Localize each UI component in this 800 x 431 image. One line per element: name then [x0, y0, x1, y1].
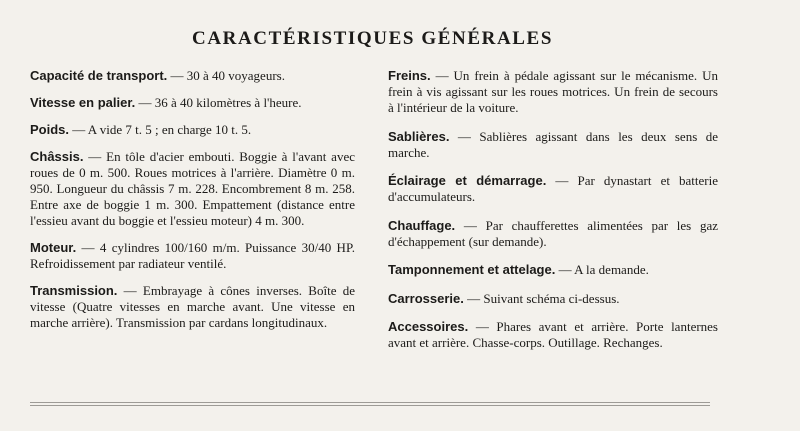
spec-text: — Suivant schéma ci-dessus. — [463, 290, 620, 306]
spec-chassis — [30, 149, 355, 229]
spec-transmission — [30, 283, 355, 331]
page-title: CARACTÉRISTIQUES GÉNÉRALES — [192, 28, 553, 49]
divider-rule — [30, 405, 710, 406]
spec-speed — [30, 95, 355, 111]
spec-heading: Capacité de transport. — [30, 68, 168, 83]
spec-text: — 4 cylindres 100/160 m/m. Puissance 30/40 HP. Refroidissement par radiateur ventilé. — [30, 240, 355, 271]
spec-heading: Éclairage et démarrage. — [388, 173, 547, 188]
spec-heading: Tamponnement et attelage. — [388, 262, 556, 277]
spec-lighting — [388, 173, 718, 205]
spec-heading: Sablières. — [388, 128, 450, 144]
spec-text: — Par dynastart et batterie d'accumulateurs. — [388, 173, 718, 204]
spec-text: — 36 à 40 kilomètres à l'heure. — [135, 95, 302, 110]
spec-text: — 30 à 40 voyageurs. — [167, 68, 285, 83]
divider-rule — [30, 402, 710, 403]
spec-brakes — [388, 68, 718, 116]
spec-body — [388, 291, 718, 307]
spec-heading: Chauffage. — [388, 217, 456, 233]
spec-weight — [30, 122, 355, 138]
spec-heading: Freins. — [388, 68, 431, 83]
spec-text: — Embrayage à cônes inverses. Boîte de vitesse (Quatre vitesses en marche avant. Une vitesse en marche arrière). Transmission par cardans longitudinaux. — [30, 283, 355, 330]
spec-heating — [388, 218, 718, 250]
spec-accessories — [388, 319, 718, 351]
spec-capacity — [30, 68, 355, 84]
spec-heading: Châssis. — [30, 149, 84, 164]
spec-heading: Transmission. — [30, 283, 118, 298]
spec-sanders — [388, 129, 718, 161]
right-column — [388, 68, 718, 364]
spec-text: — En tôle d'acier embouti. Boggie à l'avant avec roues de 0 m. 500. Roues motrices à l'arrière. Diamètre 0 m. 950. Longueur du châssis 7 m. 228. Encombrement 8 m. 258. Entre axe de boggie 1 m. 300. Empattement (distance entre l'essieu avant du boggie et l'essieu moteur) 4 m. 300. — [30, 149, 355, 228]
spec-heading: Carrosserie. — [388, 290, 464, 306]
spec-heading: Accessoires. — [388, 319, 469, 334]
spec-coupling — [388, 262, 718, 278]
left-column — [30, 68, 355, 342]
spec-text: — A la demande. — [555, 262, 649, 277]
spec-text: — Sablières agissant dans les deux sens de marche. — [388, 128, 718, 160]
spec-text: — Phares avant et arrière. Porte lanternes avant et arrière. Chasse-corps. Outillage. Rechanges. — [388, 319, 718, 350]
spec-text: — A vide 7 t. 5 ; en charge 10 t. 5. — [69, 122, 252, 137]
spec-heading: Poids. — [30, 122, 70, 137]
spec-engine — [30, 240, 355, 272]
spec-heading: Moteur. — [30, 240, 77, 255]
spec-text: — Un frein à pédale agissant sur le mécanisme. Un frein à vis agissant sur les roues motrices. Un frein de secours à l'intérieur de la voiture. — [388, 68, 718, 115]
spec-heading: Vitesse en palier. — [30, 95, 136, 110]
spec-text: — Par chaufferettes alimentées par les gaz d'échappement (sur demande). — [388, 217, 718, 249]
